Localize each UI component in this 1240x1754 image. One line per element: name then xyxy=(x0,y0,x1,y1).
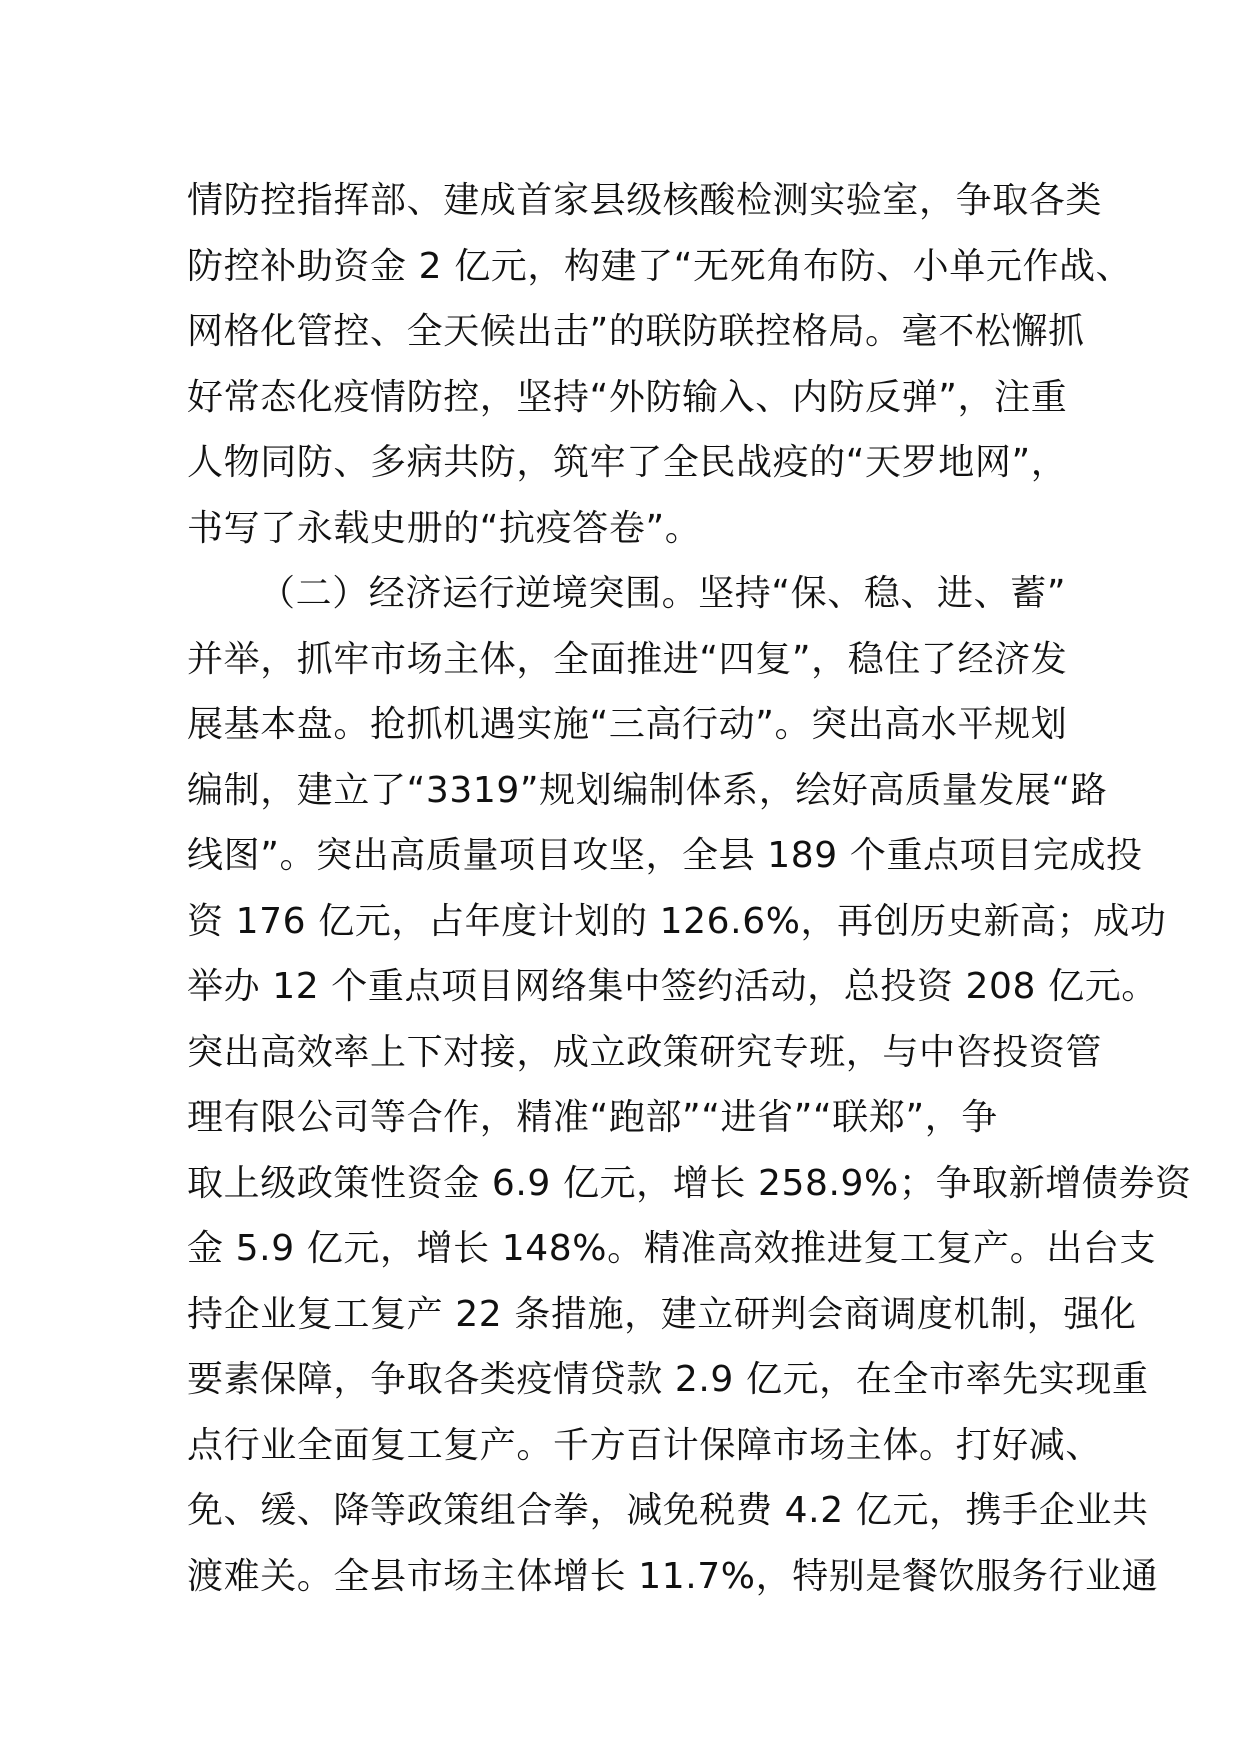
text-line-8: 并举，抓牢市场主体，全面推进“四复”，稳住了经济发 xyxy=(187,638,1068,680)
text-line-18: 持企业复工复产 22 条措施，建立研判会商调度机制，强化 xyxy=(187,1293,1137,1335)
text-line-13: 举办 12 个重点项目网络集中签约活动，总投资 208 亿元。 xyxy=(187,966,1158,1007)
text-line-6: 书写了永载史册的“抗疫答卷”。 xyxy=(187,507,702,549)
text-line-16: 取上级政策性资金 6.9 亿元，增长 258.9%；争取新增债券资 xyxy=(187,1162,1192,1204)
section-heading-line: （二）经济运行逆境突围。坚持“保、稳、进、蓄” xyxy=(259,573,1067,614)
text-line-10: 编制，建立了“3319”规划编制体系，绘好高质量发展“路 xyxy=(187,769,1108,811)
text-line-9: 展基本盘。抢抓机遇实施“三高行动”。突出高水平规划 xyxy=(187,704,1068,745)
body-text xyxy=(187,168,1192,1609)
text-line-21: 免、缓、降等政策组合拳，减免税费 4.2 亿元，携手企业共 xyxy=(187,1490,1149,1531)
text-line-22: 渡难关。全县市场主体增长 11.7%，特别是餐饮服务行业通 xyxy=(187,1555,1159,1597)
text-line-14: 突出高效率上下对接，成立政策研究专班，与中咨投资管 xyxy=(187,1031,1103,1073)
text-line-17: 金 5.9 亿元，增长 148%。精准高效推进复工复产。出台支 xyxy=(187,1228,1157,1269)
text-line-15: 理有限公司等合作，精准“跑部”“进省”“联郑”，争 xyxy=(187,1097,998,1138)
text-line-3: 网格化管控、全天候出击”的联防联控格局。毫不松懈抓 xyxy=(187,311,1085,352)
text-line-5: 人物同防、多病共防，筑牢了全民战疫的“天罗地网”， xyxy=(187,442,1068,483)
text-line-2: 防控补助资金 2 亿元，构建了“无死角布防、小单元作战、 xyxy=(187,245,1133,287)
text-line-12: 资 176 亿元，占年度计划的 126.6%，再创历史新高；成功 xyxy=(187,900,1167,942)
text-line-11: 线图”。突出高质量项目攻坚，全县 189 个重点项目完成投 xyxy=(187,835,1143,876)
text-line-4: 好常态化疫情防控，坚持“外防输入、内防反弹”，注重 xyxy=(187,376,1068,418)
text-line-19: 要素保障，争取各类疫情贷款 2.9 亿元，在全市率先实现重 xyxy=(187,1359,1149,1400)
text-line-1: 情防控指挥部、建成首家县级核酸检测实验室，争取各类 xyxy=(187,180,1103,221)
text-line-20: 点行业全面复工复产。千方百计保障市场主体。打好减、 xyxy=(187,1424,1103,1466)
